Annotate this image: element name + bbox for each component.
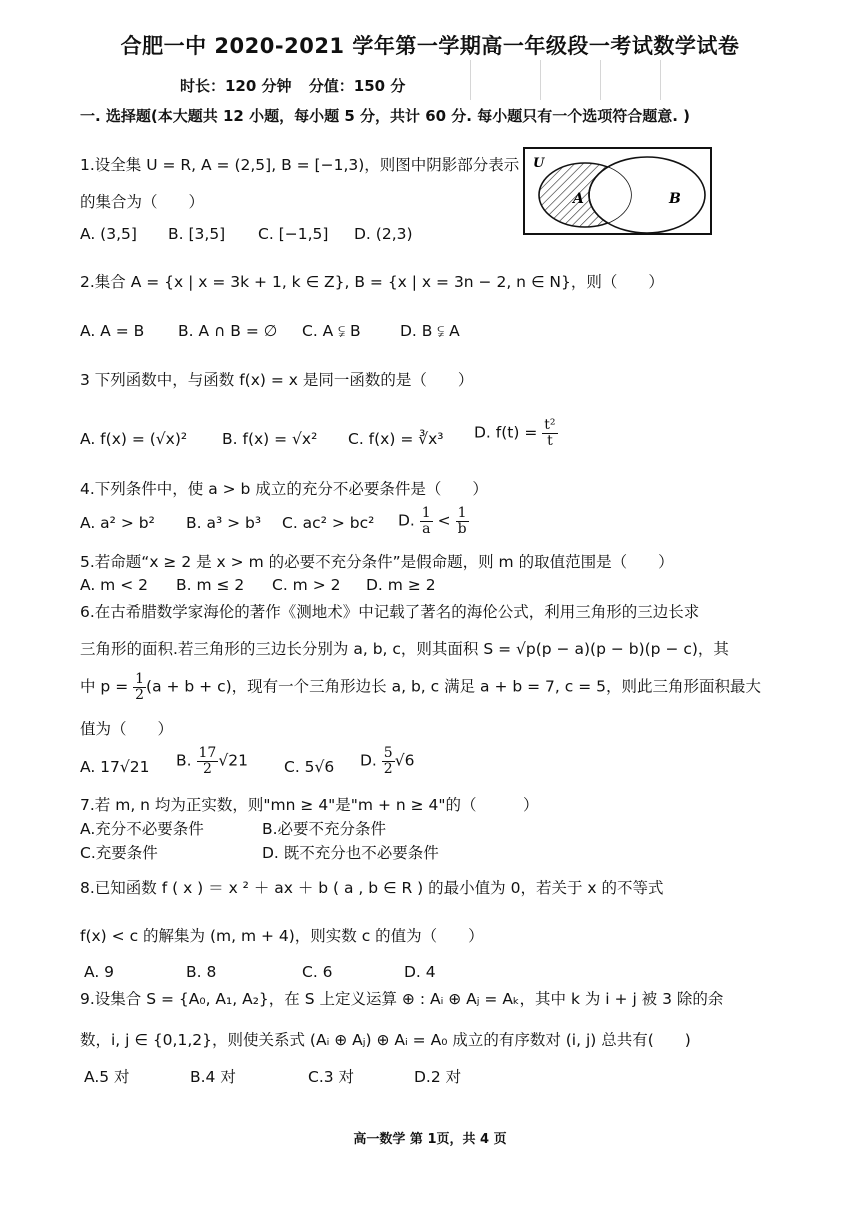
q6-option-b-radical: √21 <box>218 751 248 770</box>
venn-label-u: U <box>533 156 545 171</box>
scan-mark <box>540 60 541 100</box>
q3-option-c: C. f(x) = ∛x³ <box>348 430 444 448</box>
q4-option-a: A. a² > b² <box>80 514 155 532</box>
q6-p-suffix: (a + b + c)，现有一个三角形边长 a, b, c 满足 a + b = 7, c = 5，则此三角形面积最大 <box>146 677 761 696</box>
q3-option-d <box>474 418 558 448</box>
question-7-stem: 7.若 m, n 均为正实数，则"mn ≥ 4"是"m + n ≥ 4"的（ ） <box>80 796 539 814</box>
question-5-stem: 5.若命题“x ≥ 2 是 x > m 的必要不充分条件”是假命题，则 m 的取值范围是（ ） <box>80 553 674 571</box>
fraction-numerator: 5 <box>383 745 393 761</box>
q5-option-b: B. m ≤ 2 <box>176 576 245 594</box>
q4-option-c: C. ac² > bc² <box>282 514 375 532</box>
duration: 时长：120 分钟 <box>180 77 292 95</box>
exam-meta <box>180 75 417 96</box>
q4-fraction-1 <box>420 506 433 536</box>
q2-option-a: A. A = B <box>80 322 145 340</box>
fraction-denominator: a <box>422 520 431 537</box>
page-footer: 高一数学 第 1页，共 4 页 <box>353 1132 507 1147</box>
q1-option-c: C. [−1,5] <box>258 225 329 243</box>
question-9-line-1: 9.设集合 S = {A₀, A₁, A₂}，在 S 上定义运算 ⊕ : Aᵢ ⊕ Aⱼ = Aₖ，其中 k 为 i + j 被 3 除的余 <box>80 990 724 1008</box>
q8-option-b: B. 8 <box>186 963 217 981</box>
q4-option-b: B. a³ > b³ <box>186 514 262 532</box>
question-9-line-2: 数，i, j ∈ {0,1,2}，则使关系式 (Aᵢ ⊕ Aⱼ) ⊕ Aᵢ = A₀ 成立的有序数对 (i, j) 总共有( ) <box>80 1031 691 1049</box>
q9-option-c: C.3 对 <box>308 1068 355 1086</box>
q4-fraction-2 <box>456 506 469 536</box>
q1-option-a: A. (3,5] <box>80 225 137 243</box>
question-2-stem: 2.集合 A = {x | x = 3k + 1, k ∈ Z}, B = {x | x = 3n − 2, n ∈ N}，则（ ） <box>80 273 664 291</box>
venn-diagram <box>523 147 713 237</box>
q4-option-d-label: D. <box>398 511 420 530</box>
q3-option-a: A. f(x) = (√x)² <box>80 430 188 448</box>
scan-mark <box>600 60 601 100</box>
q9-option-d: D.2 对 <box>414 1068 462 1086</box>
fraction-numerator: 1 <box>457 505 467 521</box>
q5-option-d: D. m ≥ 2 <box>366 576 436 594</box>
fraction-numerator: t² <box>544 417 556 433</box>
q1-option-b: B. [3,5] <box>168 225 226 243</box>
q6-option-c: C. 5√6 <box>284 758 335 776</box>
fraction-denominator: 2 <box>383 760 393 777</box>
q7-option-a: A.充分不必要条件 <box>80 820 204 838</box>
q6-option-d-radical: √6 <box>394 751 415 770</box>
question-4-stem: 4.下列条件中，使 a > b 成立的充分不必要条件是（ ） <box>80 480 488 498</box>
q7-option-c: C.充要条件 <box>80 844 158 862</box>
question-6-line-3 <box>80 672 761 702</box>
q6-option-b-label: B. <box>176 751 197 770</box>
q6-fraction-half <box>133 672 146 702</box>
q7-option-b: B.必要不充分条件 <box>262 820 387 838</box>
q1-option-d: D. (2,3) <box>354 225 413 243</box>
venn-label-a: A <box>573 191 584 207</box>
q6-option-a: A. 17√21 <box>80 758 150 776</box>
q8-option-a: A. 9 <box>84 963 115 981</box>
q6-p-prefix: 中 p = <box>80 677 134 696</box>
score: 分值：150 分 <box>308 77 406 95</box>
fraction-numerator: 1 <box>421 505 431 521</box>
scan-mark <box>470 60 471 100</box>
q8-option-d: D. 4 <box>404 963 436 981</box>
q3-fraction <box>542 418 557 448</box>
q5-option-a: A. m < 2 <box>80 576 148 594</box>
q6-option-b-fraction <box>197 746 219 776</box>
q6-option-d-label: D. <box>360 751 382 770</box>
fraction-denominator: b <box>457 520 467 537</box>
fraction-denominator: 2 <box>202 760 212 777</box>
q3-option-d-label: D. f(t) = <box>474 423 543 442</box>
question-1-stem: 1.设全集 U = R, A = (2,5], B = [−1,3)，则图中阴影部分表示 <box>80 156 520 174</box>
q6-option-d-fraction <box>382 746 395 776</box>
fraction-numerator: 1 <box>135 671 145 687</box>
q5-option-c: C. m > 2 <box>272 576 341 594</box>
q9-option-b: B.4 对 <box>190 1068 236 1086</box>
question-6-line-1: 6.在古希腊数学家海伦的著作《测地术》中记载了著名的海伦公式，利用三角形的三边长求 <box>80 603 700 621</box>
section-heading: 一. 选择题(本大题共 12 小题，每小题 5 分，共计 60 分. 每小题只有一个选项符合题意. ) <box>80 107 690 125</box>
q2-option-b: B. A ∩ B = ∅ <box>178 322 278 340</box>
fraction-denominator: t <box>547 432 553 449</box>
question-8-line-1: 8.已知函数 f ( x ) ＝ x ² ＋ ax ＋ b ( a , b ∈ R ) 的最小值为 0，若关于 x 的不等式 <box>80 879 664 897</box>
q6-option-b <box>176 746 248 776</box>
exam-title: 合肥一中 2020-2021 学年第一学期高一年级段一考试数学试卷 <box>120 34 740 58</box>
question-6-line-4: 值为（ ） <box>80 720 174 738</box>
q3-option-b: B. f(x) = √x² <box>222 430 318 448</box>
q4-option-d <box>398 506 469 536</box>
scan-mark <box>660 60 661 100</box>
question-6-line-2: 三角形的面积.若三角形的三边长分别为 a, b, c，则其面积 S = √p(p − a)(p − b)(p − c)，其 <box>80 640 729 658</box>
fraction-denominator: 2 <box>135 686 145 703</box>
venn-label-b: B <box>669 191 681 207</box>
q2-option-d: D. B ⫋ A <box>400 322 460 340</box>
q7-option-d: D. 既不充分也不必要条件 <box>262 844 439 862</box>
fraction-numerator: 17 <box>198 745 217 761</box>
q9-option-a: A.5 对 <box>84 1068 130 1086</box>
question-8-line-2: f(x) < c 的解集为 (m, m + 4)，则实数 c 的值为（ ） <box>80 927 484 945</box>
question-1-stem-cont: 的集合为（ ） <box>80 193 205 211</box>
q8-option-c: C. 6 <box>302 963 333 981</box>
question-3-stem: 3 下列函数中，与函数 f(x) = x 是同一函数的是（ ） <box>80 371 474 389</box>
less-than-sign: < <box>437 511 451 530</box>
q2-option-c: C. A ⫋ B <box>302 322 361 340</box>
q6-option-d <box>360 746 414 776</box>
